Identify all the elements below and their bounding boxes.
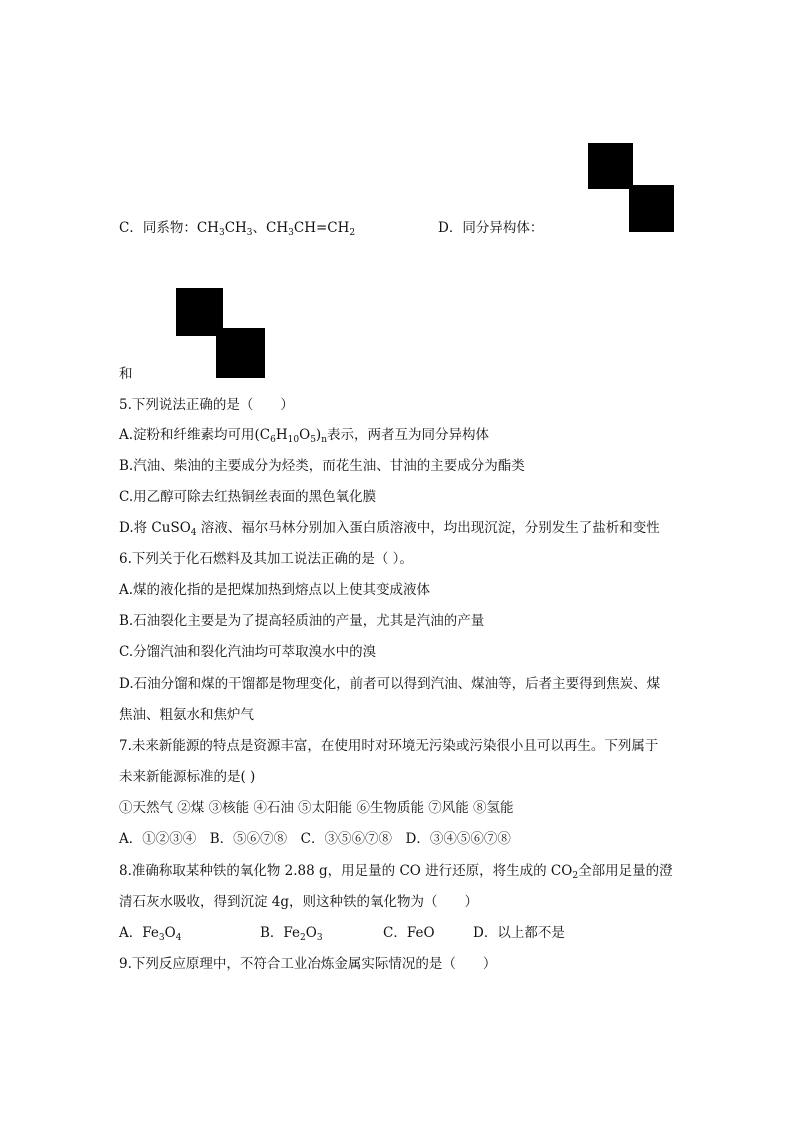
q6-option-d-line1: D.石油分馏和煤的干馏都是物理变化，前者可以得到汽油、煤油等，后者主要得到焦炭、煤 [119,676,661,692]
q8-option-d: D．以上都不是 [473,925,565,941]
q5-option-a: A.淀粉和纤维素均可用$(C_6H_{10}O_5)_n$表示，两者互为同分异构体 [119,427,489,445]
q7-stem-line2: 未来新能源标准的是( ) [119,769,256,785]
q5-option-d: D.将 CuSO$_4$ 溶液、福尔马林分别加入蛋白质溶液中，均出现沉淀，分别发生了盐析和变性 [119,520,660,538]
q8-stem-line1: 8.准确称取某种铁的氧化物 2.88 g，用足量的 CO 进行还原，将生成的 $CO_2$全部用足量的澄 [119,863,673,881]
q8-stem-line2: 清石灰水吸收，得到沉淀 4g，则这种铁的氧化物为（ ） [119,894,479,910]
q4-option-d: D．同分异构体： [438,220,544,236]
q7-options: A．①②③④ B．⑤⑥⑦⑧ C．③⑤⑥⑦⑧ D．③④⑤⑥⑦⑧ [119,831,511,847]
q6-stem: 6.下列关于化石燃料及其加工说法正确的是（ ）。 [119,551,413,567]
q6-option-a: A.煤的液化指的是把煤加热到熔点以上使其变成液体 [119,582,431,598]
q5-option-c: C.用乙醇可除去红热铜丝表面的黑色氧化膜 [119,489,377,505]
q7-stem-line1: 7.未来新能源的特点是资源丰富，在使用时对环境无污染或污染很小且可以再生。下列属于 [119,738,659,754]
q6-option-c: C.分馏汽油和裂化汽油均可萃取溴水中的溴 [119,644,377,660]
q4-option-c: C．同系物：$CH_3CH_3$、$CH_3CH=CH_2$ [119,220,356,238]
q7-items: ①天然气 ②煤 ③核能 ④石油 ⑤太阳能 ⑥生物质能 ⑦风能 ⑧氢能 [119,800,514,816]
q6-option-d-line2: 焦油、粗氨水和焦炉气 [119,707,254,723]
q9-stem: 9.下列反应原理中，不符合工业冶炼金属实际情况的是（ ） [119,956,497,972]
q5-stem: 5.下列说法正确的是（ ） [119,397,294,413]
q8-option-a: A．$Fe_3O_4$ [119,925,182,943]
q6-option-b: B.石油裂化主要是为了提高轻质油的产量，尤其是汽油的产量 [119,613,485,629]
q5-option-b: B.汽油、柴油的主要成分为烃类，而花生油、甘油的主要成分为酯类 [119,458,525,474]
structure-image-1b [629,185,674,232]
q8-option-b: B．$Fe_2O_3$ [260,925,323,943]
q4-and-text: 和 [119,366,133,382]
structure-image-2b [216,328,265,378]
q8-option-c: C．FeO [383,925,435,941]
structure-image-1a [588,143,633,189]
